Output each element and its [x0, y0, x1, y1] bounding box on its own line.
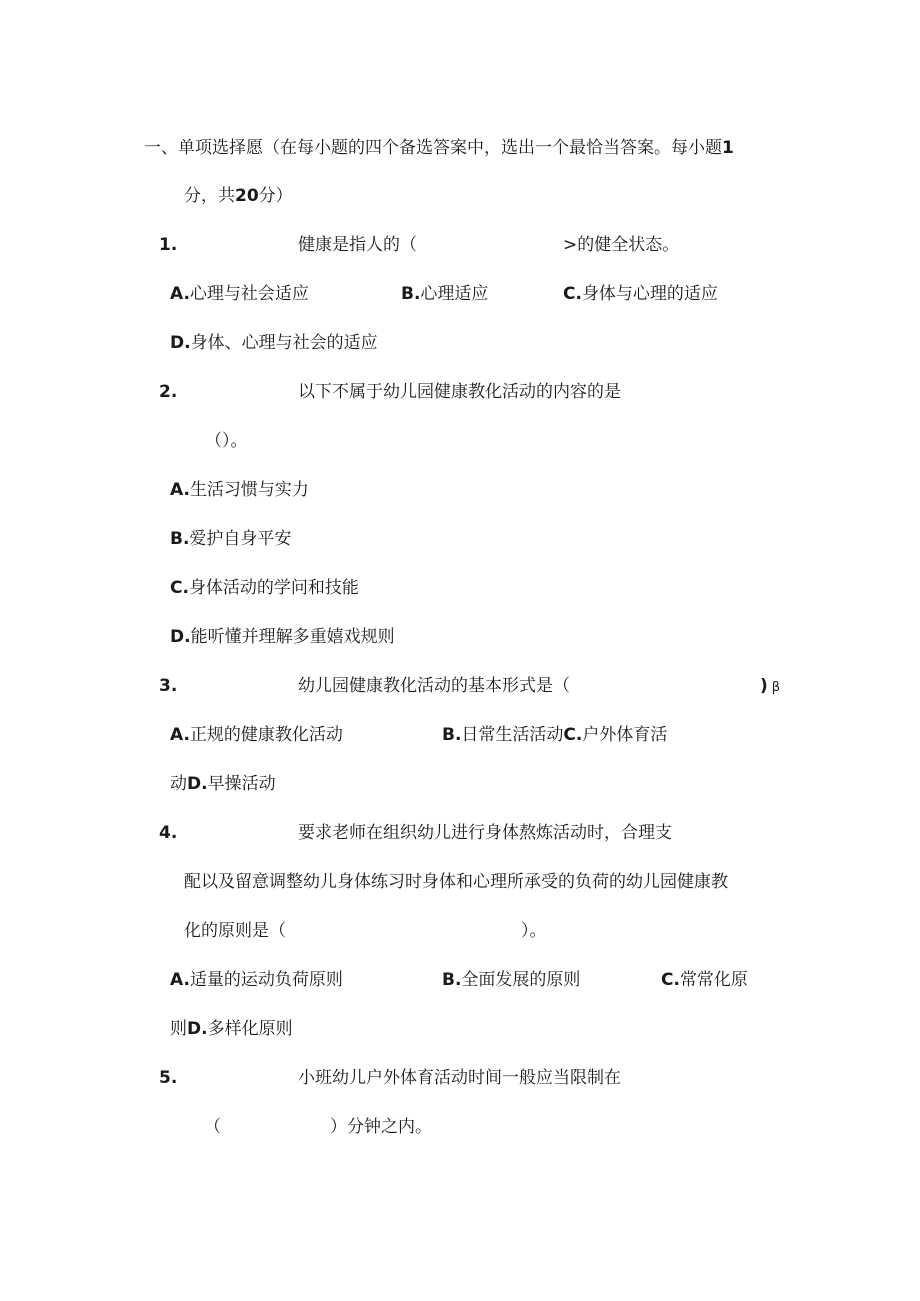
question-5 — [159, 1067, 177, 1089]
section-title-line-1 — [144, 137, 734, 159]
question-stem-part: ）。 — [521, 921, 547, 941]
question-3 — [159, 675, 177, 697]
option-letter: A. — [170, 284, 190, 304]
section-title-total: 20 — [235, 186, 259, 206]
question-5-stem-line-2-end — [330, 1116, 432, 1138]
question-stem-part: 化的原则是（ — [184, 921, 286, 941]
question-5-stem — [298, 1067, 621, 1089]
option-letter: B. — [170, 529, 190, 549]
question-3-stem-end — [760, 675, 780, 699]
option-letter: D. — [187, 1019, 208, 1039]
question-number: 2. — [159, 382, 178, 402]
option-text: 早操活动 — [207, 774, 276, 794]
question-stem-part: 以下不属于幼儿园健康教化活动的内容的是 — [298, 382, 621, 402]
question-2-stem — [298, 381, 621, 403]
question-stem-part: （ — [204, 1117, 221, 1137]
option-text: 心理适应 — [420, 284, 489, 304]
question-stem-part: β — [771, 680, 781, 695]
option-letter: B. — [442, 725, 462, 745]
option-letter: C. — [563, 284, 582, 304]
option-text: 常常化原 — [679, 970, 748, 990]
question-stem-part: （）。 — [205, 431, 248, 451]
question-1-stem-end — [563, 234, 679, 256]
question-number: 1. — [159, 235, 178, 255]
question-stem-part: >的健全状态。 — [563, 235, 680, 255]
question-stem-part: 幼儿园健康教化活动的基本形式是（ — [298, 676, 570, 696]
question-1-option-d — [170, 332, 378, 354]
option-text: 身体与心理的适应 — [581, 284, 718, 304]
question-3-option-b-c — [442, 724, 667, 746]
option-letter: D. — [187, 774, 208, 794]
question-4-stem-line-3-end — [521, 920, 547, 942]
question-stem-part: 配以及留意调整幼儿身体练习时身体和心理所承受的负荷的幼儿园健康教 — [184, 872, 728, 892]
question-number: 3. — [159, 676, 178, 696]
option-letter: A. — [170, 725, 190, 745]
question-2 — [159, 381, 177, 403]
section-title-points: 1 — [722, 138, 734, 158]
option-text: 日常生活活动 — [461, 725, 564, 745]
section-title-line-2 — [184, 185, 293, 207]
question-4-option-c — [661, 969, 748, 991]
option-text: 心理与社会适应 — [189, 284, 309, 304]
option-text: 动 — [170, 774, 187, 794]
question-1-option-a — [170, 283, 309, 305]
section-title-text-3: 分） — [258, 186, 293, 206]
option-text: 生活习惯与实力 — [189, 480, 309, 500]
question-stem-part: ）分钟之内。 — [330, 1117, 432, 1137]
option-letter: B. — [401, 284, 421, 304]
question-stem-part: 健康是指人的（ — [298, 235, 417, 255]
option-text: 正规的健康教化活动 — [189, 725, 343, 745]
option-text: 全面发展的原则 — [461, 970, 581, 990]
option-letter: A. — [170, 480, 190, 500]
question-4-stem-line-3 — [184, 920, 286, 942]
option-letter: C. — [563, 725, 583, 745]
question-stem-part: 小班幼儿户外体育活动时间一般应当限制在 — [298, 1068, 621, 1088]
option-text: 爱护自身平安 — [189, 529, 292, 549]
section-title-text-2: 分，共 — [184, 186, 235, 206]
question-3-stem — [298, 675, 570, 697]
question-2-option-d — [170, 626, 395, 648]
question-3-option-c-d — [170, 773, 276, 795]
question-4-option-c-d — [170, 1018, 293, 1040]
question-stem-part: ) — [760, 676, 768, 696]
option-letter: B. — [442, 970, 462, 990]
option-text: 能听懂并理解多重嬉戏规则 — [190, 627, 395, 647]
question-4 — [159, 822, 177, 844]
question-5-stem-line-2 — [204, 1116, 221, 1138]
question-2-option-c — [170, 577, 359, 599]
option-letter: C. — [170, 578, 189, 598]
option-text: 身体、心理与社会的适应 — [190, 333, 378, 353]
question-1 — [159, 234, 177, 256]
question-1-option-c — [563, 283, 718, 305]
option-letter: D. — [170, 627, 191, 647]
option-text: 则 — [170, 1019, 187, 1039]
question-2-option-b — [170, 528, 291, 550]
option-text: 适量的运动负荷原则 — [189, 970, 343, 990]
question-number: 4. — [159, 823, 178, 843]
question-4-stem-line-2 — [184, 871, 728, 893]
question-2-stem-cont — [205, 430, 248, 452]
section-title-text: 一、单项选择愿（在每小题的四个备选答案中，选出一个最恰当答案。每小题 — [144, 138, 722, 158]
question-1-option-b — [401, 283, 488, 305]
question-4-option-a — [170, 969, 343, 991]
option-text: 户外体育活 — [582, 725, 668, 745]
option-letter: A. — [170, 970, 190, 990]
option-text: 身体活动的学问和技能 — [188, 578, 359, 598]
option-letter: C. — [661, 970, 680, 990]
question-stem-part: 要求老师在组织幼儿进行身体熬炼活动时，合理支 — [298, 823, 672, 843]
question-3-option-a — [170, 724, 343, 746]
question-number: 5. — [159, 1068, 178, 1088]
question-1-stem — [298, 234, 417, 256]
question-4-option-b — [442, 969, 580, 991]
question-2-option-a — [170, 479, 309, 501]
option-letter: D. — [170, 333, 191, 353]
question-4-stem — [298, 822, 672, 844]
option-text: 多样化原则 — [207, 1019, 293, 1039]
